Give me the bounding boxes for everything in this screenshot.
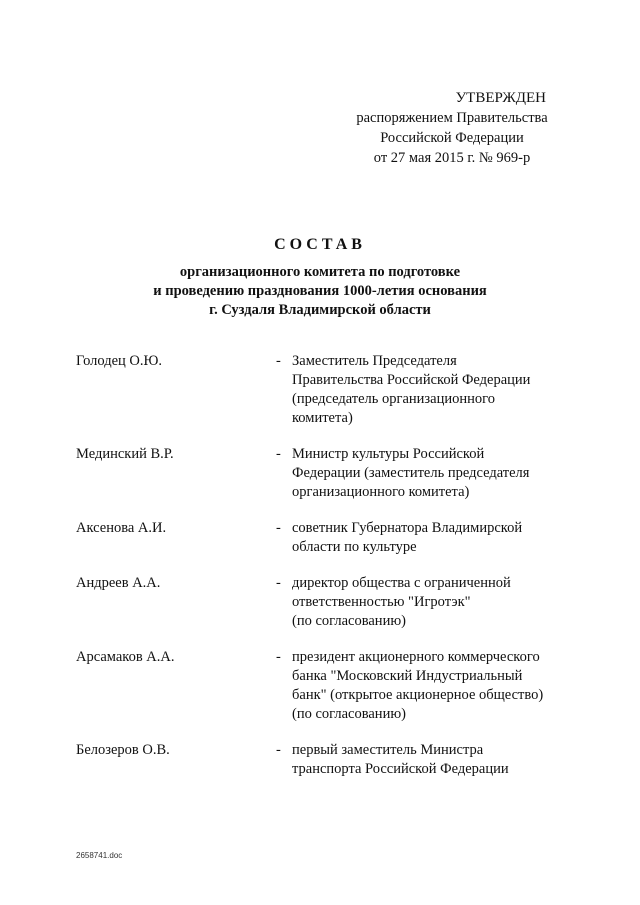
member-dash: -	[276, 575, 281, 591]
member-row	[76, 352, 576, 428]
member-dash: -	[276, 353, 281, 369]
members-list	[76, 352, 576, 779]
approval-line-1: распоряжением Правительства	[356, 110, 548, 126]
subtitle-line-2: и проведению празднования 1000-летия основания	[153, 283, 487, 299]
member-row	[76, 741, 576, 779]
approval-block	[336, 88, 568, 168]
document-title: СОСТАВ	[274, 236, 366, 253]
member-role: Министр культуры Российской Федерации (заместитель председателя организационного комитета)	[292, 446, 530, 500]
member-role: директор общества с ограниченной ответственностью "Игротэк" (по согласованию)	[292, 575, 511, 629]
approval-heading: УТВЕРЖДЕН	[455, 90, 546, 106]
member-dash: -	[276, 649, 281, 665]
member-name: Арсамаков А.А.	[76, 649, 175, 665]
member-name: Аксенова А.И.	[76, 520, 167, 536]
file-reference: 2658741.doc	[76, 851, 123, 860]
member-dash: -	[276, 520, 281, 536]
member-row	[76, 445, 576, 502]
subtitle-line-1: организационного комитета по подготовке	[179, 264, 461, 280]
member-name: Голодец О.Ю.	[76, 353, 163, 369]
member-dash: -	[276, 446, 281, 462]
member-row	[76, 648, 576, 724]
member-row	[76, 574, 576, 631]
member-row	[76, 519, 576, 557]
member-role: первый заместитель Министра транспорта Российской Федерации	[292, 742, 509, 777]
subtitle-line-3: г. Суздаля Владимирской области	[209, 302, 431, 318]
member-role: Заместитель Председателя Правительства Российской Федерации (председатель организационного комитета)	[292, 353, 531, 426]
member-dash: -	[276, 742, 281, 758]
member-name: Мединский В.Р.	[76, 446, 174, 462]
member-role: президент акционерного коммерческого банка "Московский Индустриальный банк" (открытое акционерное общество) (по согласованию)	[292, 649, 544, 722]
member-name: Белозеров О.В.	[76, 742, 170, 758]
approval-line-2: Российской Федерации	[380, 130, 524, 146]
member-role: советник Губернатора Владимирской области по культуре	[292, 520, 523, 555]
approval-line-3: от 27 мая 2015 г. № 969-р	[373, 150, 531, 166]
member-name: Андреев А.А.	[76, 575, 161, 591]
document-subtitle	[0, 263, 640, 320]
